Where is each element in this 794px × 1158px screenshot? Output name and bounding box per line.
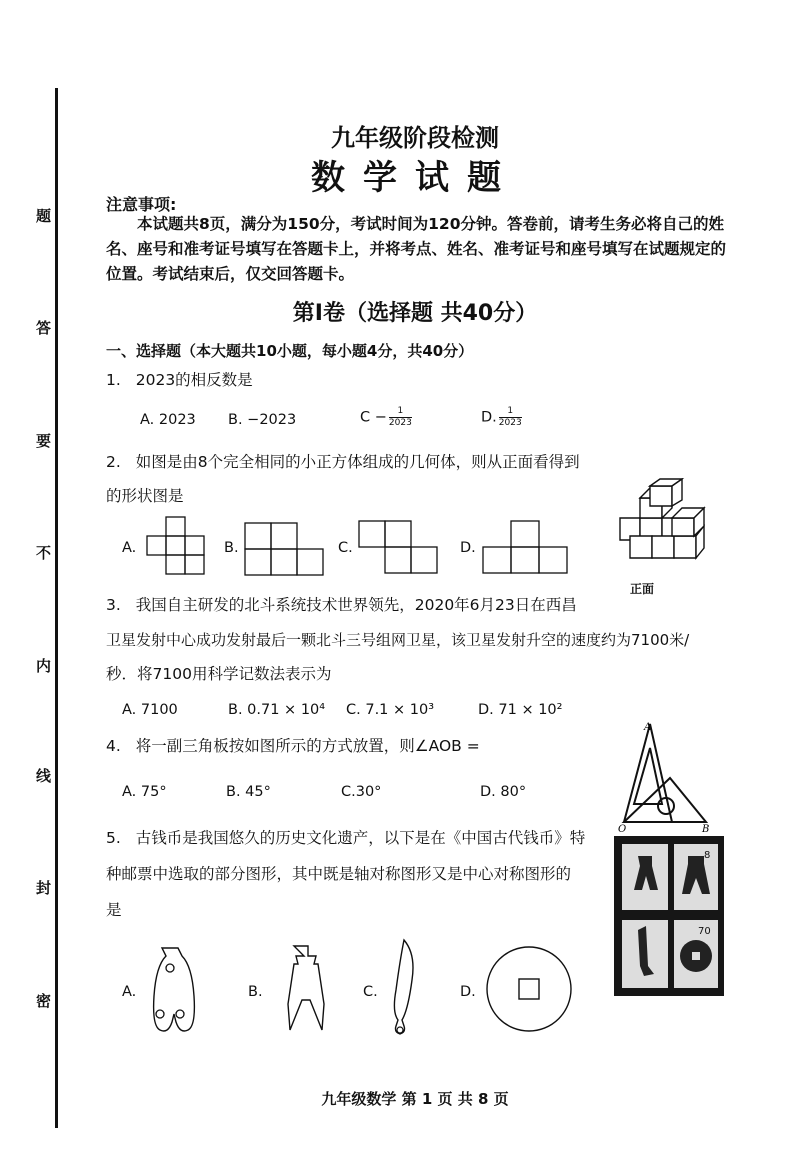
question-text: 将一副三角板按如图所示的方式放置，则∠AOB = <box>135 737 480 755</box>
page-footer: 九年级数学 第 1 页 共 8 页 <box>321 1090 509 1108</box>
notice-heading: 注意事项: <box>106 195 177 214</box>
view-option-a <box>146 516 218 576</box>
question-text: 我国自主研发的北斗系统技术世界领先，2020年6月23日在西昌 <box>135 596 577 614</box>
question-3 <box>106 593 577 617</box>
label-a: A <box>644 722 652 733</box>
cube-solid-figure <box>616 478 708 566</box>
view-option-b <box>244 522 328 576</box>
question-text: 2023的相反数是 <box>135 371 253 389</box>
section-heading: 一、选择题（本大题共10小题，每小题4分，共40分） <box>106 342 474 360</box>
margin-char: 要 <box>36 432 52 450</box>
exam-title: 九年级阶段检测 <box>331 124 499 152</box>
coin-b-figure <box>272 944 332 1034</box>
question-text: 如图是由8个完全相同的小正方体组成的几何体，则从正面看得到 <box>135 453 580 471</box>
option-b: B. <box>224 540 239 556</box>
margin-char: 封 <box>36 879 52 897</box>
margin-char: 不 <box>36 544 52 562</box>
stamp-value: 70 <box>698 926 711 937</box>
coin-c-figure <box>384 938 420 1038</box>
question-number: 4. <box>106 737 121 755</box>
option-d: D. 71 × 10² <box>478 702 563 718</box>
option-b: B. 0.71 × 10⁴ <box>228 702 326 718</box>
view-option-c <box>358 520 442 576</box>
option-c: C. <box>338 540 353 556</box>
question-2 <box>106 450 580 474</box>
question-text-cont: 的形状图是 <box>106 487 184 505</box>
option-d: D. $\frac{1}{2023}$ <box>481 406 522 428</box>
coin-a-figure <box>142 944 198 1032</box>
question-1 <box>106 368 253 392</box>
margin-char: 题 <box>36 207 52 225</box>
view-option-d <box>482 520 572 576</box>
question-text-cont: 卫星发射中心成功发射最后一颗北斗三号组网卫星，该卫星发射升空的速度约为7100米/ <box>106 631 690 649</box>
option-d: D. <box>460 984 476 1000</box>
option-c: C − $\frac{1}{2023}$ <box>360 406 412 428</box>
option-a: A. <box>122 984 137 1000</box>
option-b: B. <box>248 984 263 1000</box>
question-number: 3. <box>106 596 121 614</box>
option-a: A. 7100 <box>122 702 178 718</box>
question-number: 5. <box>106 829 121 847</box>
margin-char: 答 <box>36 319 52 337</box>
question-5 <box>106 826 585 850</box>
triangle-rulers-figure <box>614 718 714 836</box>
option-d: D. <box>460 540 476 556</box>
stamps-image <box>614 836 724 996</box>
option-b: B. 45° <box>226 784 271 800</box>
option-a: A. 2023 <box>140 412 196 428</box>
question-4 <box>106 734 480 758</box>
option-c: C. <box>363 984 378 1000</box>
option-a: A. 75° <box>122 784 167 800</box>
question-number: 2. <box>106 453 121 471</box>
question-number: 1. <box>106 371 121 389</box>
question-text-cont: 秒．将7100用科学记数法表示为 <box>106 665 332 683</box>
question-text-cont: 是 <box>106 901 122 919</box>
question-text-cont: 种邮票中选取的部分图形，其中既是轴对称图形又是中心对称图形的 <box>106 865 572 883</box>
stamp-value: 8 <box>704 850 711 861</box>
margin-char: 密 <box>36 992 52 1010</box>
question-text: 古钱币是我国悠久的历史文化遗产，以下是在《中国古代钱币》特 <box>135 829 586 847</box>
notice-body: 本试题共8页，满分为150分，考试时间为120分钟。答卷前，请考生务必将自己的姓名、座号和准考证号填写在答题卡上，并将考点、姓名、准考证号和座号填写在试题规定的位置。考试结束后，仅交回答题卡。 <box>106 215 727 283</box>
option-a: A. <box>122 540 137 556</box>
coin-d-figure <box>484 944 574 1034</box>
subject-title: 数学试题 <box>311 158 519 198</box>
option-b: B. −2023 <box>228 412 297 428</box>
option-d: D. 80° <box>480 784 527 800</box>
margin-char: 线 <box>36 767 52 785</box>
option-c: C.30° <box>341 784 382 800</box>
binding-line <box>55 88 58 1128</box>
figure-caption: 正面 <box>630 582 655 596</box>
option-c: C. 7.1 × 10³ <box>346 702 435 718</box>
margin-char: 内 <box>36 657 52 675</box>
label-b: B <box>702 824 710 835</box>
label-o: O <box>618 824 627 835</box>
volume-title: 第Ⅰ卷（选择题 共40分） <box>292 301 538 326</box>
